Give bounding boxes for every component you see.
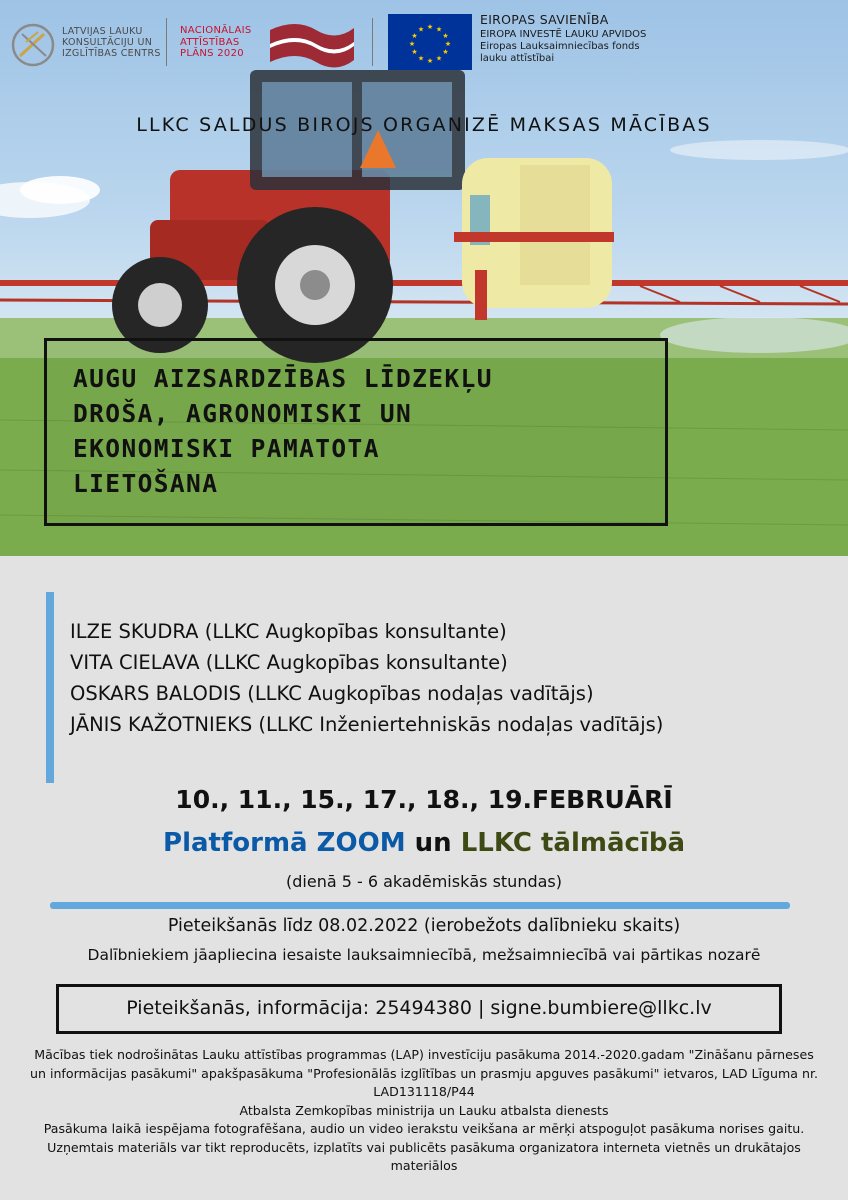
platform-llkc: LLKC tālmācībā xyxy=(460,828,685,858)
footer-line: Pasākuma laikā iespējama fotografēšana, audio un video ierakstu veikšana ar mērķi atspoguļot pasākuma norises gaitu. xyxy=(43,1121,805,1136)
latvian-flag-icon xyxy=(266,16,358,68)
contact-info: Pieteikšanās, informācija: 25494380 | signe.bumbiere@llkc.lv xyxy=(126,997,712,1019)
llkc-logo-line: LATVIJAS LAUKU xyxy=(62,26,143,37)
contact-box xyxy=(56,984,782,1034)
hero-photo xyxy=(0,0,848,556)
logo-separator xyxy=(166,18,167,66)
course-title-line: LIETOŠANA xyxy=(73,469,219,498)
svg-text:★: ★ xyxy=(426,57,434,65)
llkc-logo-line: IZGLĪTĪBAS CENTRS xyxy=(62,48,161,59)
lecturers-accent-bar xyxy=(46,592,54,783)
participant-requirement: Dalībniekiem jāapliecina iesaiste lauksaimniecībā, mežsaimniecībā vai pārtikas nozarē xyxy=(87,946,761,964)
footer-line: materiālos xyxy=(390,1158,458,1173)
svg-text:★: ★ xyxy=(442,48,449,56)
svg-text:★: ★ xyxy=(442,32,449,40)
course-title-box xyxy=(44,338,668,526)
svg-text:★: ★ xyxy=(426,23,434,31)
eu-logo-line: EIROPA INVESTĒ LAUKU APVIDOS xyxy=(480,29,647,40)
llkc-logo-text xyxy=(62,26,161,59)
footer-line: un informācijas pasākumi" apakšpasākuma "Profesionālās izglītības un prasmju apguves pasākumi" ietvaros, LAD Līguma nr. xyxy=(29,1065,819,1081)
svg-text:★: ★ xyxy=(408,40,416,48)
course-dates: 10., 11., 15., 17., 18., 19.FEBRUĀRĪ xyxy=(175,785,673,814)
eu-logo-line: Eiropas Lauksaimniecības fonds xyxy=(480,41,640,52)
section-divider xyxy=(50,902,790,909)
llkc-logo-icon xyxy=(10,22,56,68)
footer-line: Atbalsta Zemkopības ministrija un Lauku atbalsta dienests xyxy=(239,1102,609,1118)
footer-line: Mācības tiek nodrošinātas Lauku attīstības programmas (LAP) investīciju pasākuma 2014.-2020.gadam "Zināšanu pārneses xyxy=(34,1047,814,1062)
svg-text:★: ★ xyxy=(411,32,418,40)
svg-text:★: ★ xyxy=(435,54,443,63)
daily-hours: (dienā 5 - 6 akadēmiskās stundas) xyxy=(286,872,562,891)
nap-logo-line: ATTĪSTĪBAS xyxy=(180,36,240,48)
eu-flag-icon xyxy=(388,14,472,70)
svg-text:★: ★ xyxy=(435,25,443,34)
svg-text:★: ★ xyxy=(411,48,418,56)
course-title-line: DROŠA, AGRONOMISKI UN xyxy=(73,399,413,428)
nap-logo-line: PLĀNS 2020 xyxy=(180,48,244,59)
course-title xyxy=(73,361,658,501)
eu-title: EIROPAS SAVIENĪBA xyxy=(480,12,609,27)
platform-line xyxy=(0,828,848,858)
nap-logo-text xyxy=(180,25,252,60)
lecturers-list xyxy=(70,616,663,740)
svg-text:★: ★ xyxy=(417,54,425,63)
footer-line: LAD131118/P44 xyxy=(373,1084,475,1099)
footer-notes xyxy=(0,1046,848,1176)
platform-zoom: Platformā ZOOM xyxy=(163,828,406,858)
eu-logo-line: lauku attīstībai xyxy=(480,53,555,64)
logo-strip xyxy=(0,0,848,74)
llkc-logo-line: KONSULTĀCIJU UN xyxy=(62,37,153,48)
organizer-subtitle: LLKC SALDUS BIROJS ORGANIZĒ MAKSAS MĀCĪBAS xyxy=(136,114,712,136)
course-title-line: EKONOMISKI PAMATOTA xyxy=(73,434,380,463)
footer-line: Uzņemtais materiāls var tikt reproducēts, izplatīts vai publicēts pasākuma organizatora interneta vietnēs un drukātajos xyxy=(47,1139,801,1155)
lecturer-item: VITA CIELAVA (LLKC Augkopības konsultante) xyxy=(70,651,508,674)
eu-logo-text xyxy=(480,14,646,65)
registration-deadline: Pieteikšanās līdz 08.02.2022 (ierobežots dalībnieku skaits) xyxy=(167,916,681,936)
platform-and: un xyxy=(414,828,452,858)
course-title-line: AUGU AIZSARDZĪBAS LĪDZEKĻU xyxy=(73,364,493,393)
logo-separator xyxy=(372,18,373,66)
lecturer-item: ILZE SKUDRA (LLKC Augkopības konsultante) xyxy=(70,620,507,643)
svg-text:★: ★ xyxy=(444,40,452,48)
lecturer-item: JĀNIS KAŽOTNIEKS (LLKC Inženiertehniskās nodaļas vadītājs) xyxy=(70,713,664,736)
nap-logo-line: NACIONĀLAIS xyxy=(180,25,252,36)
svg-text:★: ★ xyxy=(417,25,425,34)
lecturer-item: OSKARS BALODIS (LLKC Augkopības nodaļas vadītājs) xyxy=(70,682,594,705)
